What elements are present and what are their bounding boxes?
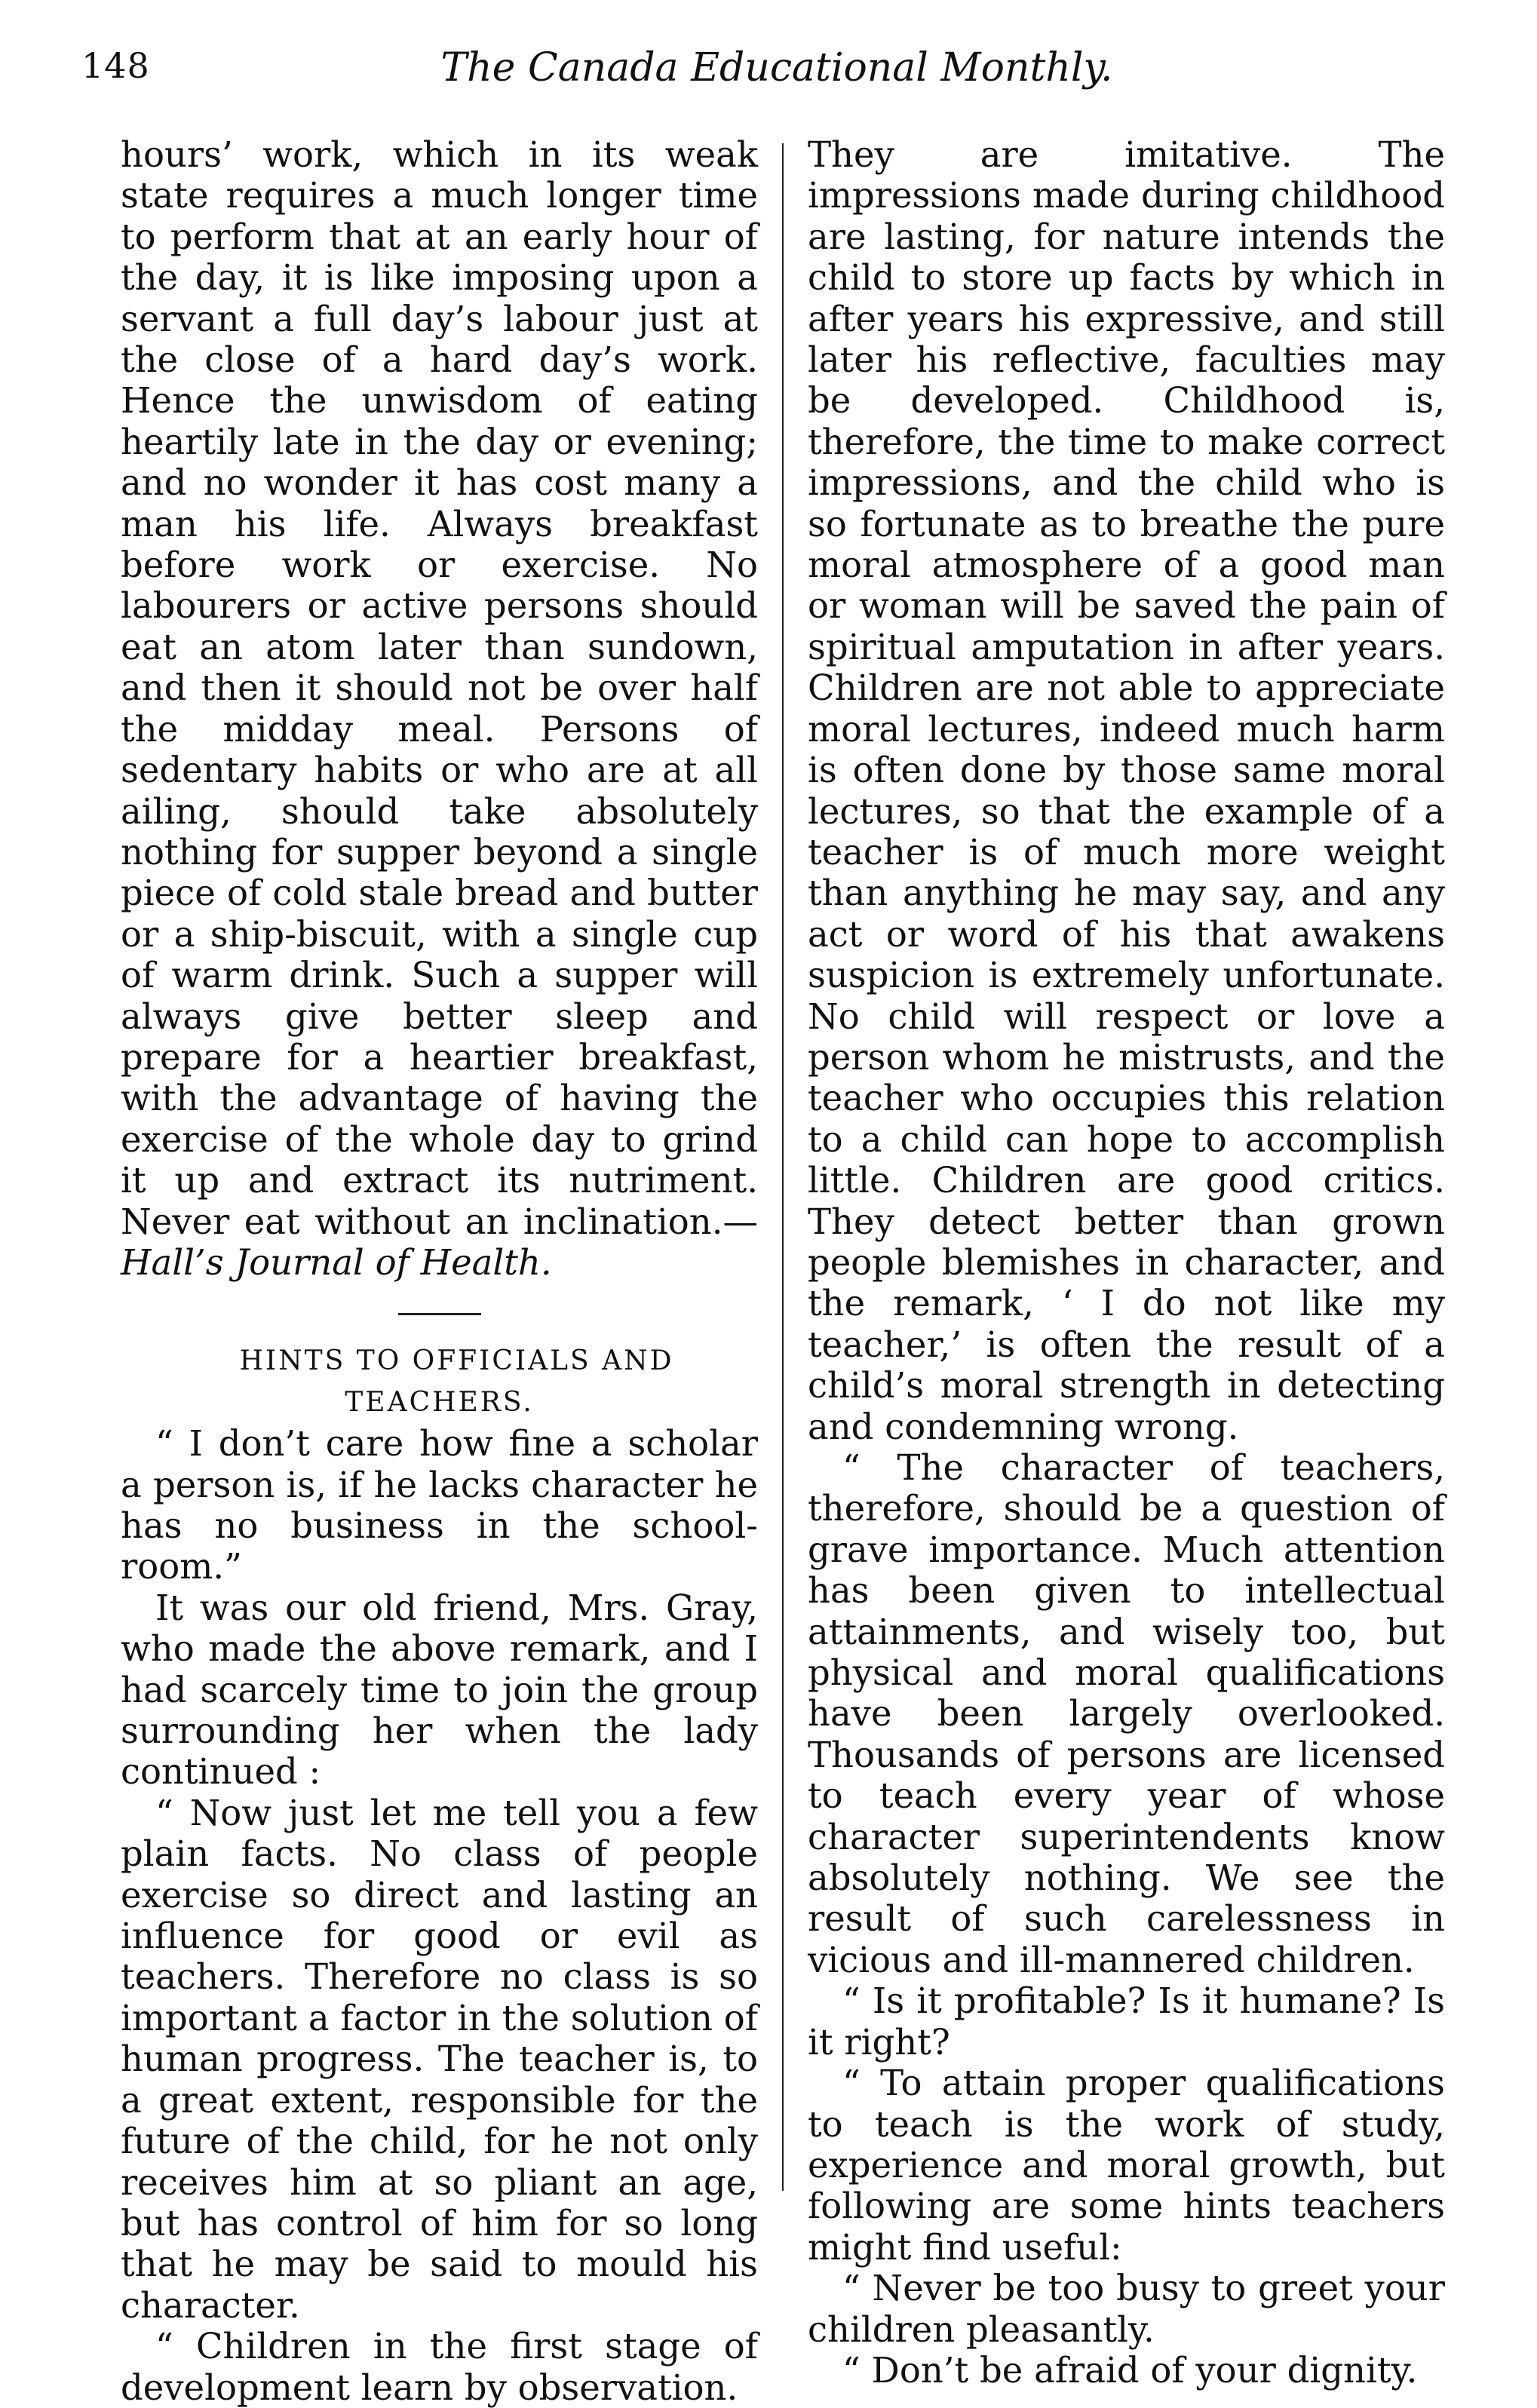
left-paragraph-4: “ Now just let me tell you a few plain facts. No class of people exercise so direct and lasting an influence for good or evil as teachers. Therefore no class is so important a factor in the solution of human progress. The teacher is, to a great extent, responsible for the future of the child, for he not only receives him at so pliant an age, but has control of him for so long that he may be said to mould his character.: [121, 1792, 758, 2326]
right-paragraph-3: “ Is it profitable? Is it humane? Is it right?: [808, 1980, 1445, 2063]
left-column: [121, 134, 758, 2408]
left-paragraph-2: “ I don’t care how fine a scholar a person is, if he lacks character he has no business in the school-room.”: [121, 1423, 758, 1587]
attribution-halls-journal: Hall’s Journal of Health.: [121, 1241, 552, 1283]
left-paragraph-1-text: hours’ work, which in its weak state requires a much longer time to perform that at an early hour of the day, it is like imposing upon a servant a full day’s labour just at the close of a hard day’s work. Hence the unwisdom of eating heartily late in the day or evening; and no wonder it has cost many a man his life. Always breakfast before work or exercise. No labourers or active persons should eat an atom later than sundown, and then it should not be over half the midday meal. Persons of sedentary habits or who are at all ailing, should take absolutely nothing for supper beyond a single piece of cold stale bread and butter or a ship-biscuit, with a single cup of warm drink. Such a supper will always give better sleep and prepare for a heartier breakfast, with the advantage of having the exercise of the whole day to grind it up and extract its nutriment. Never eat without an inclination.—: [121, 134, 758, 1242]
column-rule: [782, 143, 784, 2191]
left-paragraph-5: “ Children in the first stage of development learn by observation.: [121, 2326, 758, 2408]
right-paragraph-6: “ Don’t be afraid of your dignity.: [842, 2349, 1418, 2391]
page-number: 148: [81, 45, 150, 86]
right-paragraph-1: They are imitative. The impressions made during childhood are lasting, for nature intends the child to store up facts by which in after years his expressive, and still later his reflective, faculties may be developed. Childhood is, therefore, the time to make correct impressions, and the child who is so fortunate as to breathe the pure moral atmosphere of a good man or woman will be saved the pain of spiritual amputation in after years. Children are not able to appreciate moral lectures, indeed much harm is often done by those same moral lectures, so that the example of a teacher is of much more weight than anything he may say, and any act or word of his that awakens suspicion is extremely unfortunate. No child will respect or love a person whom he mistrusts, and the teacher who occupies this relation to a child can hope to accomplish little. Children are good critics. They detect better than grown people blemishes in character, and the remark, ‘ I do not like my teacher,’ is often the result of a child’s moral strength in detecting and condemning wrong.: [808, 134, 1445, 1447]
right-column: [808, 134, 1445, 2391]
left-paragraph-1: [121, 134, 758, 1283]
right-paragraph-2: “ The character of teachers, therefore, should be a question of grave importance. Much attention has been given to intellectual attainments, and wisely too, but physical and moral qualifications have been largely overlooked. Thousands of persons are licensed to teach every year of whose character superintendents know absolutely nothing. We see the result of such carelessness in vicious and ill-mannered children.: [808, 1447, 1445, 1980]
section-heading: HINTS TO OFFICIALS AND TEACHERS.: [239, 1345, 674, 1418]
right-paragraph-5: “ Never be too busy to greet your children pleasantly.: [808, 2268, 1445, 2350]
running-title: The Canada Educational Monthly.: [440, 45, 1113, 90]
right-paragraph-4: “ To attain proper qualifications to teach is the work of study, experience and moral growth, but following are some hints teachers might find useful:: [808, 2063, 1445, 2268]
left-paragraph-3: It was our old friend, Mrs. Gray, who made the above remark, and I had scarcely time to join the group surrounding her when the lady continued :: [121, 1587, 758, 1793]
section-divider: [398, 1313, 481, 1315]
